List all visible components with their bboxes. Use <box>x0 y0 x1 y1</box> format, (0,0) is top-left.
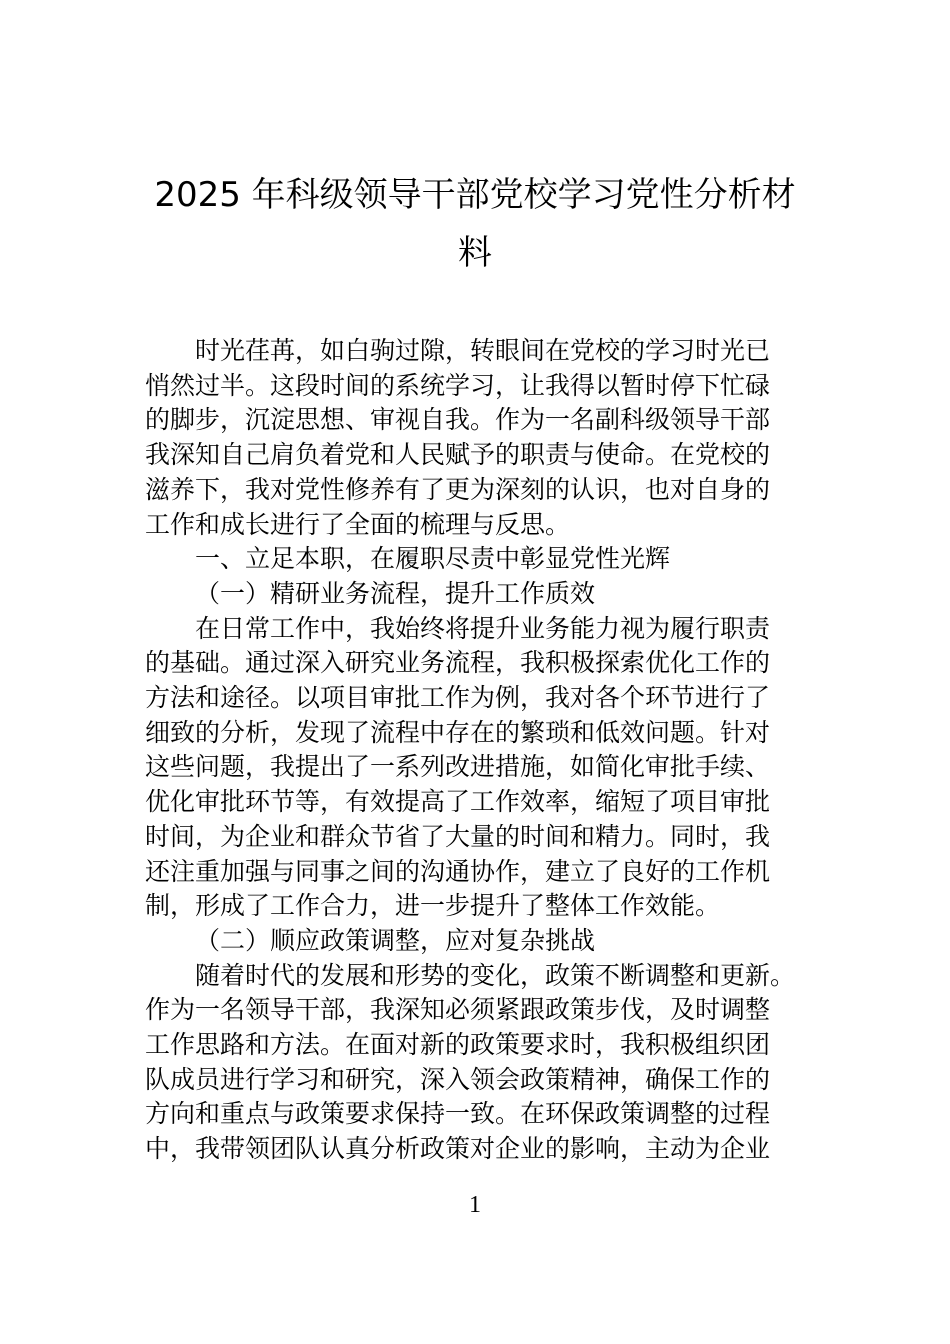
paragraph-line: 工作思路和方法。在面对新的政策要求时，我积极组织团 <box>145 1030 771 1060</box>
document-title <box>130 166 820 282</box>
paragraph-line: 的基础。通过深入研究业务流程，我积极探索优化工作的 <box>145 648 771 678</box>
paragraph-line: 还注重加强与同事之间的沟通协作，建立了良好的工作机 <box>145 856 771 886</box>
paragraph-line: 悄然过半。这段时间的系统学习，让我得以暂时停下忙碌 <box>145 370 771 400</box>
paragraph-line: 队成员进行学习和研究，深入领会政策精神，确保工作的 <box>145 1064 771 1094</box>
paragraph-line: 我深知自己肩负着党和人民赋予的职责与使命。在党校的 <box>145 440 771 470</box>
paragraph-line: 时光荏苒，如白驹过隙，转眼间在党校的学习时光已 <box>195 336 771 365</box>
paragraph-line: 细致的分析，发现了流程中存在的繁琐和低效问题。针对 <box>145 717 771 747</box>
paragraph-line: 作为一名领导干部，我深知必须紧跟政策步伐，及时调整 <box>145 995 771 1025</box>
paragraph-line: 滋养下，我对党性修养有了更为深刻的认识，也对自身的 <box>145 474 771 504</box>
title-line-1: 2025 年科级领导干部党校学习党性分析材 <box>154 175 796 215</box>
paragraph-line: 方法和途径。以项目审批工作为例，我对各个环节进行了 <box>145 683 771 713</box>
subsection-heading: （二）顺应政策调整，应对复杂挑战 <box>195 925 596 955</box>
title-line-2: 料 <box>458 233 492 273</box>
paragraph-line: 这些问题，我提出了一系列改进措施，如简化审批手续、 <box>145 752 771 782</box>
paragraph-line: 时间，为企业和群众节省了大量的时间和精力。同时，我 <box>145 821 771 851</box>
subsection-heading: （一）精研业务流程，提升工作质效 <box>195 578 596 608</box>
document-body <box>145 334 815 1167</box>
paragraph-line: 中，我带领团队认真分析政策对企业的影响，主动为企业 <box>145 1134 771 1164</box>
section-heading: 一、立足本职，在履职尽责中彰显党性光辉 <box>195 544 671 574</box>
paragraph-line: 在日常工作中，我始终将提升业务能力视为履行职责 <box>195 613 771 643</box>
paragraph-line: 方向和重点与政策要求保持一致。在环保政策调整的过程 <box>145 1099 771 1129</box>
paragraph-line: 的脚步，沉淀思想、审视自我。作为一名副科级领导干部 <box>145 405 771 435</box>
paragraph-line: 随着时代的发展和形势的变化，政策不断调整和更新。 <box>195 960 796 990</box>
paragraph-line: 优化审批环节等，有效提高了工作效率，缩短了项目审批 <box>145 787 771 817</box>
paragraph-line: 工作和成长进行了全面的梳理与反思。 <box>145 509 571 539</box>
page-number: 1 <box>469 1192 481 1218</box>
paragraph-line: 制，形成了工作合力，进一步提升了整体工作效能。 <box>145 891 721 921</box>
